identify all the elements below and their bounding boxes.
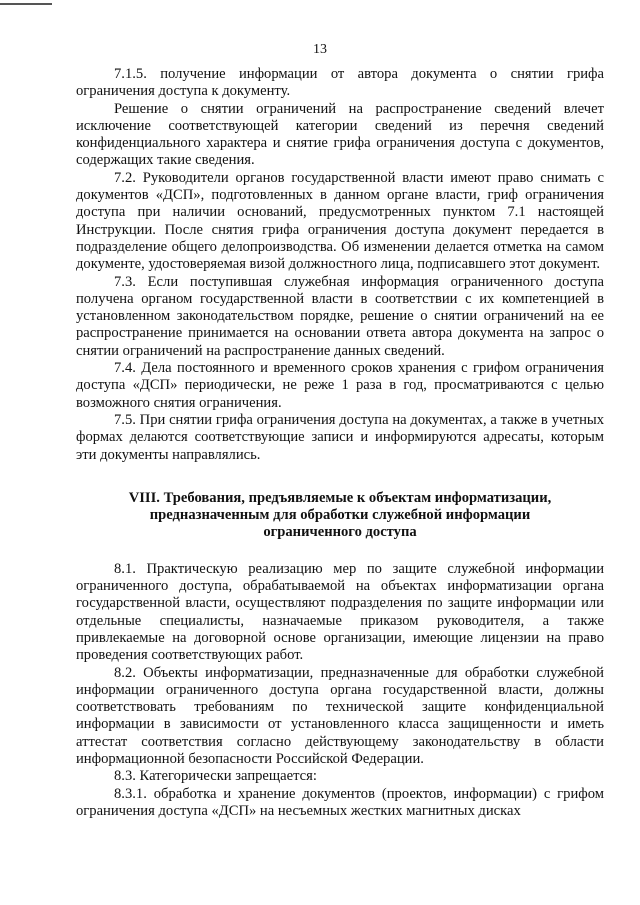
scan-corner-mark [0,3,52,5]
section-title-line: ограниченного доступа [263,524,417,541]
paragraph-7-4: 7.4. Дела постоянного и временного сроков хранения с грифом ограничения доступа «ДСП» периодически, не реже 1 раза в год, просматриваются с целью возможного снятия ограничения. [76,360,604,411]
section-title-line: VIII. Требования, предъявляемые к объектам информатизации, [128,489,552,506]
paragraph-7-3: 7.3. Если поступившая служебная информация ограниченного доступа получена органом государственной власти в соответствии с их компетенцией в установленном законодательством порядке, решение о снятии ограничений на ее распространение принимается на основании ответа автора документа на запрос о снятии ограничений на распространение данных сведений. [76,273,604,359]
paragraph-8-2: 8.2. Объекты информатизации, предназначенные для обработки служебной информации ограниченного доступа органа государственной власти, должны соответствовать требованиям по технической защите конфиденциальной информации в зависимости от установленного класса защищенности и иметь аттестат соответствия согласно действующему законодательству в области информационной безопасности Российской Федерации. [76,664,604,767]
section-title-viii [76,490,604,542]
section-title-line: предназначенным для обработки служебной информации [149,507,531,524]
paragraph-decision-removal: Решение о снятии ограничений на распространение сведений влечет исключение соответствующей категории сведений из перечня сведений конфиденциального характера и снятие грифа ограничения доступа с документов, содержащих такие сведения. [76,100,604,169]
document-body [76,66,604,820]
page-number: 13 [313,42,327,57]
paragraph-8-3: 8.3. Категорически запрещается: [114,768,317,785]
paragraph-8-1: 8.1. Практическую реализацию мер по защите служебной информации ограниченного доступа, обрабатываемой на объектах информатизации органа государственной власти, осуществляют подразделения по защите информации или отдельные специалисты, назначаемые приказом руководителя, а также привлекаемые на договорной основе организации, имеющие лицензии на право проведения соответствующих работ. [76,560,604,664]
paragraph-8-3-1: 8.3.1. обработка и хранение документов (проектов, информации) с грифом ограничения доступа «ДСП» на несъемных жестких магнитных дисках [76,785,604,819]
paragraph-7-2: 7.2. Руководители органов государственной власти имеют право снимать с документов «ДСП», подготовленных в данном органе власти, гриф ограничения доступа при наличии оснований, предусмотренных пунктом 7.1 настоящей Инструкции. После снятия грифа ограничения доступа документ передается в подразделение общего делопроизводства. Об изменении делается отметка на самом документе, удостоверяемая визой должностного лица, подписавшего этот документ. [76,169,604,273]
paragraph-7-1-5: 7.1.5. получение информации от автора документа о снятии грифа ограничения доступа к документу. [76,66,604,100]
paragraph-7-5: 7.5. При снятии грифа ограничения доступа на документах, а также в учетных формах делаются соответствующие записи и информируются адресаты, которым эти документы направлялись. [76,411,604,463]
